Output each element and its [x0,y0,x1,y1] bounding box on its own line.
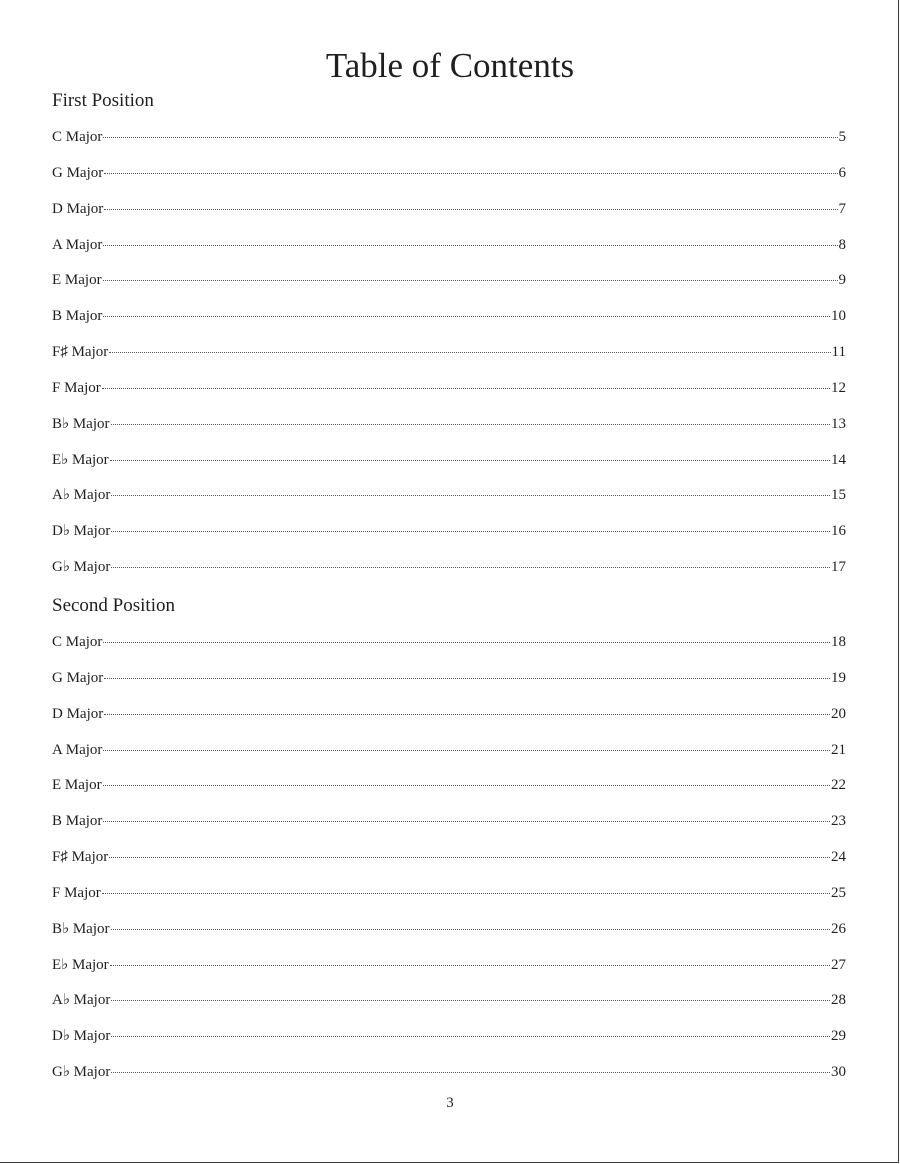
toc-entry-page: 9 [838,272,846,289]
dot-leader [103,137,837,138]
toc-entry[interactable] [52,451,846,487]
toc-entry[interactable] [52,812,846,848]
toc-entry-label: D♭ Major [52,1028,111,1045]
toc-entry-label: F♯ Major [52,344,109,361]
toc-entry-page: 23 [831,813,846,830]
toc-entry-label: F Major [52,379,101,396]
toc-entry-label: F Major [52,884,101,901]
toc-entry[interactable] [52,741,846,777]
toc-entry-label: E Major [52,272,102,289]
toc-entry-label: C Major [52,129,103,145]
toc-entry[interactable] [52,522,846,558]
toc-entry[interactable] [52,307,846,343]
toc-entry-label: B♭ Major [52,920,110,937]
toc-entry-page: 7 [838,200,846,217]
toc-entry-page: 29 [831,1028,846,1045]
toc-entry[interactable] [52,200,846,236]
toc-entry-label: E Major [52,777,102,794]
toc-entry-page: 6 [838,164,846,181]
dot-leader [103,750,830,751]
toc-entry-page: 8 [838,236,846,253]
toc-entry-label: G Major [52,669,104,686]
toc-entry[interactable] [52,379,846,415]
toc-entry-label: A Major [52,236,103,253]
toc-entry[interactable] [52,920,846,956]
toc-entry[interactable] [52,343,846,379]
toc-entry-label: F♯ Major [52,849,109,866]
toc-entry[interactable] [52,164,846,200]
dot-leader [110,965,830,966]
page-title: Table of Contents [325,46,575,85]
toc-entry-label: C Major [52,634,103,650]
dot-leader [104,678,830,679]
toc-entry-label: D Major [52,200,104,217]
toc-section-second-position [52,595,846,1099]
dot-leader [103,316,830,317]
dot-leader [104,173,837,174]
toc-entry[interactable] [52,991,846,1027]
dot-leader [103,642,830,643]
toc-entry-page: 16 [831,523,846,540]
toc-entry[interactable] [52,236,846,272]
dot-leader [103,245,837,246]
dot-leader [102,388,830,389]
dot-leader [111,929,831,930]
toc-entry-list [52,633,846,1099]
dot-leader [103,785,830,786]
toc-entry-list [52,128,846,594]
toc-entry-label: A♭ Major [52,992,111,1009]
toc-entry-label: A Major [52,741,103,758]
toc-entry-page: 24 [831,849,846,866]
toc-entry-label: D Major [52,705,104,722]
toc-entry-page: 10 [831,308,846,325]
toc-entry-page: 5 [838,129,846,145]
toc-entry-label: B Major [52,308,103,325]
toc-entry[interactable] [52,848,846,884]
dot-leader [104,209,837,210]
dot-leader [111,424,831,425]
toc-entry[interactable] [52,669,846,705]
section-heading: First Position [52,90,154,111]
toc-entry-label: B Major [52,813,103,830]
toc-entry-page: 11 [831,344,846,361]
dot-leader [109,352,830,353]
dot-leader [111,495,830,496]
toc-entry-page: 25 [831,884,846,901]
toc-entry-label: D♭ Major [52,523,111,540]
dot-leader [111,1000,830,1001]
toc-entry-label: B♭ Major [52,415,110,432]
dot-leader [103,280,838,281]
dot-leader [104,714,830,715]
toc-entry-page: 15 [831,487,846,504]
dot-leader [109,857,830,858]
dot-leader [111,1072,830,1073]
toc-entry-label: E♭ Major [52,451,109,468]
toc-entry-page: 19 [831,669,846,686]
toc-entry[interactable] [52,271,846,307]
toc-entry-label: G♭ Major [52,1064,111,1081]
toc-entry-label: E♭ Major [52,956,109,973]
toc-entry[interactable] [52,128,846,164]
toc-entry-page: 21 [831,741,846,758]
toc-entry[interactable] [52,633,846,669]
toc-entry[interactable] [52,486,846,522]
toc-entry-label: A♭ Major [52,487,111,504]
toc-entry-page: 14 [831,451,846,468]
toc-entry-page: 27 [831,956,846,973]
toc-entry-page: 18 [831,634,846,650]
toc-entry[interactable] [52,1027,846,1063]
toc-entry[interactable] [52,776,846,812]
toc-entry-page: 12 [831,379,846,396]
toc-entry[interactable] [52,558,846,594]
toc-entry-page: 13 [831,415,846,432]
dot-leader [111,567,830,568]
toc-entry-page: 26 [831,920,846,937]
section-heading: Second Position [52,595,175,616]
toc-entry-label: G♭ Major [52,559,111,576]
toc-entry[interactable] [52,415,846,451]
toc-entry-page: 17 [831,559,846,576]
toc-entry-label: G Major [52,164,104,181]
dot-leader [103,821,830,822]
toc-entry-page: 22 [831,777,846,794]
page-number: 3 [446,1095,454,1111]
dot-leader [111,1036,830,1037]
toc-entry-page: 28 [831,992,846,1009]
toc-entry[interactable] [52,705,846,741]
toc-entry-page: 30 [831,1064,846,1081]
toc-entry[interactable] [52,884,846,920]
dot-leader [102,893,830,894]
toc-section-first-position [52,90,846,594]
toc-entry-page: 20 [831,705,846,722]
dot-leader [111,531,830,532]
dot-leader [110,460,830,461]
toc-entry[interactable] [52,956,846,992]
